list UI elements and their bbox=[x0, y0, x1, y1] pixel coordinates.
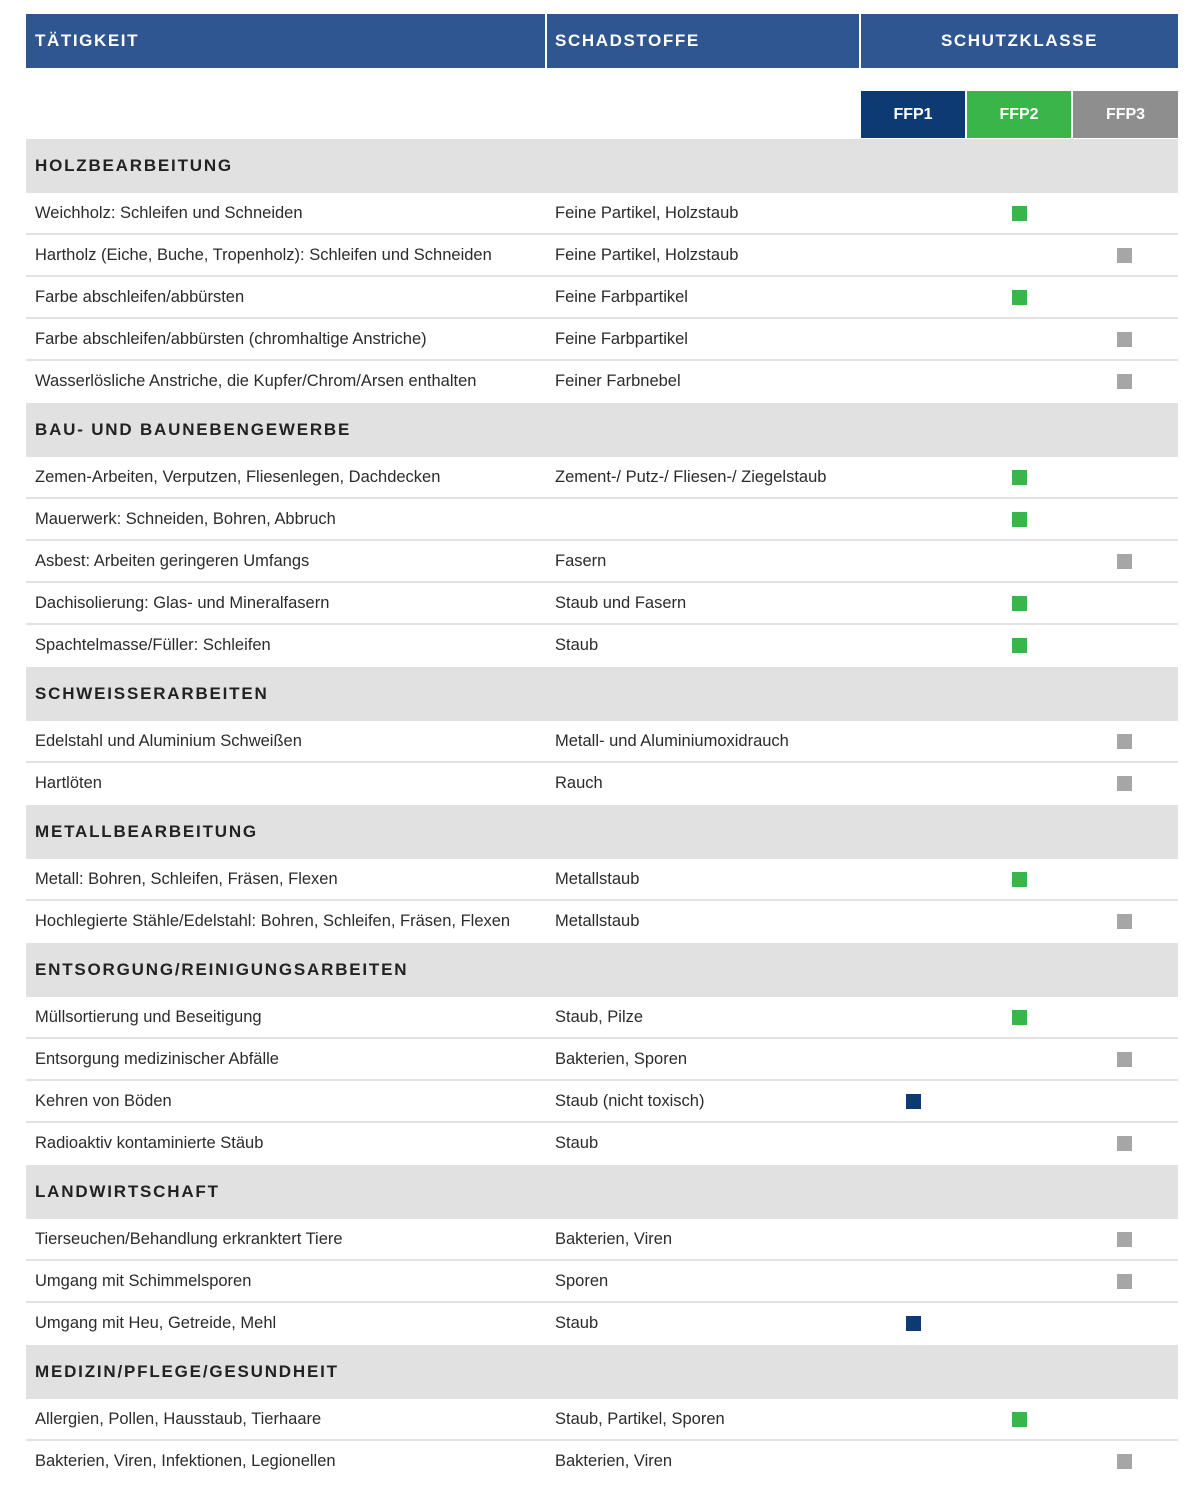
ffp2-marker bbox=[1012, 596, 1027, 611]
ffp2-label: FFP2 bbox=[967, 91, 1071, 138]
ffp2-marker bbox=[1012, 512, 1027, 527]
section-heading: ENTSORGUNG/REINIGUNGSARBEITEN bbox=[26, 943, 1178, 997]
substances-cell: Feine Farbpartikel bbox=[555, 288, 688, 306]
table-row bbox=[26, 1219, 1178, 1261]
section-heading: BAU- UND BAUNEBENGEWERBE bbox=[26, 403, 1178, 457]
ffp3-marker bbox=[1117, 776, 1132, 791]
substances-cell: Staub und Fasern bbox=[555, 594, 687, 612]
table-body bbox=[26, 139, 1178, 1483]
ffp2-marker bbox=[1012, 638, 1027, 653]
table-row bbox=[26, 1399, 1178, 1441]
ffp1-marker bbox=[906, 1316, 921, 1331]
substances-cell: Staub, Pilze bbox=[555, 1008, 644, 1026]
substances-cell: Bakterien, Sporen bbox=[555, 1050, 688, 1068]
table-row bbox=[26, 235, 1178, 277]
activity-cell: Spachtelmasse/Füller: Schleifen bbox=[35, 636, 271, 654]
ffp1-marker bbox=[906, 1094, 921, 1109]
header-protection-class: SCHUTZKLASSE bbox=[861, 14, 1178, 68]
section-heading: HOLZBEARBEITUNG bbox=[26, 139, 1178, 193]
substances-cell: Metallstaub bbox=[555, 912, 640, 930]
ffp2-marker bbox=[1012, 206, 1027, 221]
activity-cell: Radioaktiv kontaminierte Stäub bbox=[35, 1134, 264, 1152]
table-row bbox=[26, 763, 1178, 805]
table-row bbox=[26, 583, 1178, 625]
activity-cell: Zemen-Arbeiten, Verputzen, Fliesenlegen, Dachdecken bbox=[35, 468, 441, 486]
activity-cell: Asbest: Arbeiten geringeren Umfangs bbox=[35, 552, 310, 570]
ffp3-marker bbox=[1117, 734, 1132, 749]
table-row bbox=[26, 625, 1178, 667]
activity-cell: Mauerwerk: Schneiden, Bohren, Abbruch bbox=[35, 510, 336, 528]
ffp3-marker bbox=[1117, 1454, 1132, 1469]
substances-cell: Staub bbox=[555, 1314, 599, 1332]
activity-cell: Hartlöten bbox=[35, 774, 102, 792]
substances-cell: Rauch bbox=[555, 774, 603, 792]
ffp3-marker bbox=[1117, 1232, 1132, 1247]
section-heading: MEDIZIN/PFLEGE/GESUNDHEIT bbox=[26, 1345, 1178, 1399]
activity-cell: Farbe abschleifen/abbürsten (chromhaltige Anstriche) bbox=[35, 330, 427, 348]
activity-cell: Umgang mit Heu, Getreide, Mehl bbox=[35, 1314, 277, 1332]
substances-cell: Feine Partikel, Holzstaub bbox=[555, 204, 739, 222]
activity-cell: Edelstahl und Aluminium Schweißen bbox=[35, 732, 302, 750]
table-row bbox=[26, 361, 1178, 403]
substances-cell: Staub, Partikel, Sporen bbox=[555, 1410, 725, 1428]
table-row bbox=[26, 499, 1178, 541]
section-heading: LANDWIRTSCHAFT bbox=[26, 1165, 1178, 1219]
substances-cell: Bakterien, Viren bbox=[555, 1230, 673, 1248]
table-row bbox=[26, 1441, 1178, 1483]
table-row bbox=[26, 721, 1178, 763]
ffp3-marker bbox=[1117, 1274, 1132, 1289]
ffp1-label: FFP1 bbox=[861, 91, 965, 138]
ffp3-marker bbox=[1117, 248, 1132, 263]
section-heading: SCHWEISSERARBEITEN bbox=[26, 667, 1178, 721]
substances-cell: Feine Farbpartikel bbox=[555, 330, 688, 348]
table-row bbox=[26, 997, 1178, 1039]
activity-cell: Allergien, Pollen, Hausstaub, Tierhaare bbox=[35, 1410, 322, 1428]
substances-cell: Feine Partikel, Holzstaub bbox=[555, 246, 739, 264]
activity-cell: Hochlegierte Stähle/Edelstahl: Bohren, Schleifen, Fräsen, Flexen bbox=[35, 912, 511, 930]
activity-cell: Tierseuchen/Behandlung erkranktert Tiere bbox=[35, 1230, 343, 1248]
activity-cell: Kehren von Böden bbox=[35, 1092, 172, 1110]
header-substances: SCHADSTOFFE bbox=[547, 14, 859, 68]
ffp3-marker bbox=[1117, 1136, 1132, 1151]
table-row bbox=[26, 1039, 1178, 1081]
table-row bbox=[26, 1081, 1178, 1123]
table-row bbox=[26, 319, 1178, 361]
substances-cell: Zement-/ Putz-/ Fliesen-/ Ziegelstaub bbox=[555, 468, 827, 486]
ffp2-marker bbox=[1012, 1010, 1027, 1025]
activity-cell: Metall: Bohren, Schleifen, Fräsen, Flexen bbox=[35, 870, 338, 888]
activity-cell: Farbe abschleifen/abbürsten bbox=[35, 288, 245, 306]
ffp3-marker bbox=[1117, 374, 1132, 389]
ffp3-marker bbox=[1117, 1052, 1132, 1067]
activity-cell: Umgang mit Schimmelsporen bbox=[35, 1272, 252, 1290]
activity-cell: Weichholz: Schleifen und Schneiden bbox=[35, 204, 303, 222]
activity-cell: Entsorgung medizinischer Abfälle bbox=[35, 1050, 279, 1068]
ffp2-marker bbox=[1012, 470, 1027, 485]
section-heading: METALLBEARBEITUNG bbox=[26, 805, 1178, 859]
ffp3-marker bbox=[1117, 914, 1132, 929]
header-activity: TÄTIGKEIT bbox=[26, 14, 545, 68]
substances-cell: Staub bbox=[555, 1134, 599, 1152]
activity-cell: Bakterien, Viren, Infektionen, Legionellen bbox=[35, 1452, 336, 1470]
substances-cell: Metall- und Aluminiumoxidrauch bbox=[555, 732, 789, 750]
substances-cell: Staub (nicht toxisch) bbox=[555, 1092, 705, 1110]
table-header bbox=[26, 14, 1178, 68]
ffp3-label: FFP3 bbox=[1073, 91, 1178, 138]
activity-cell: Wasserlösliche Anstriche, die Kupfer/Chrom/Arsen enthalten bbox=[35, 372, 477, 390]
ffp2-marker bbox=[1012, 1412, 1027, 1427]
activity-cell: Hartholz (Eiche, Buche, Tropenholz): Schleifen und Schneiden bbox=[35, 246, 492, 264]
table-row bbox=[26, 1303, 1178, 1345]
table-row bbox=[26, 901, 1178, 943]
substances-cell: Sporen bbox=[555, 1272, 609, 1290]
table-row bbox=[26, 1123, 1178, 1165]
ffp3-marker bbox=[1117, 332, 1132, 347]
activity-cell: Müllsortierung und Beseitigung bbox=[35, 1008, 262, 1026]
table-row bbox=[26, 541, 1178, 583]
table-row bbox=[26, 277, 1178, 319]
substances-cell: Feiner Farbnebel bbox=[555, 372, 681, 390]
substances-cell: Bakterien, Viren bbox=[555, 1452, 673, 1470]
substances-cell: Staub bbox=[555, 636, 599, 654]
ffp2-marker bbox=[1012, 872, 1027, 887]
table-row bbox=[26, 457, 1178, 499]
substances-cell: Metallstaub bbox=[555, 870, 640, 888]
activity-cell: Dachisolierung: Glas- und Mineralfasern bbox=[35, 594, 330, 612]
table-row bbox=[26, 193, 1178, 235]
ffp3-marker bbox=[1117, 554, 1132, 569]
table-row bbox=[26, 1261, 1178, 1303]
ffp2-marker bbox=[1012, 290, 1027, 305]
table-row bbox=[26, 859, 1178, 901]
substances-cell: Fasern bbox=[555, 552, 607, 570]
